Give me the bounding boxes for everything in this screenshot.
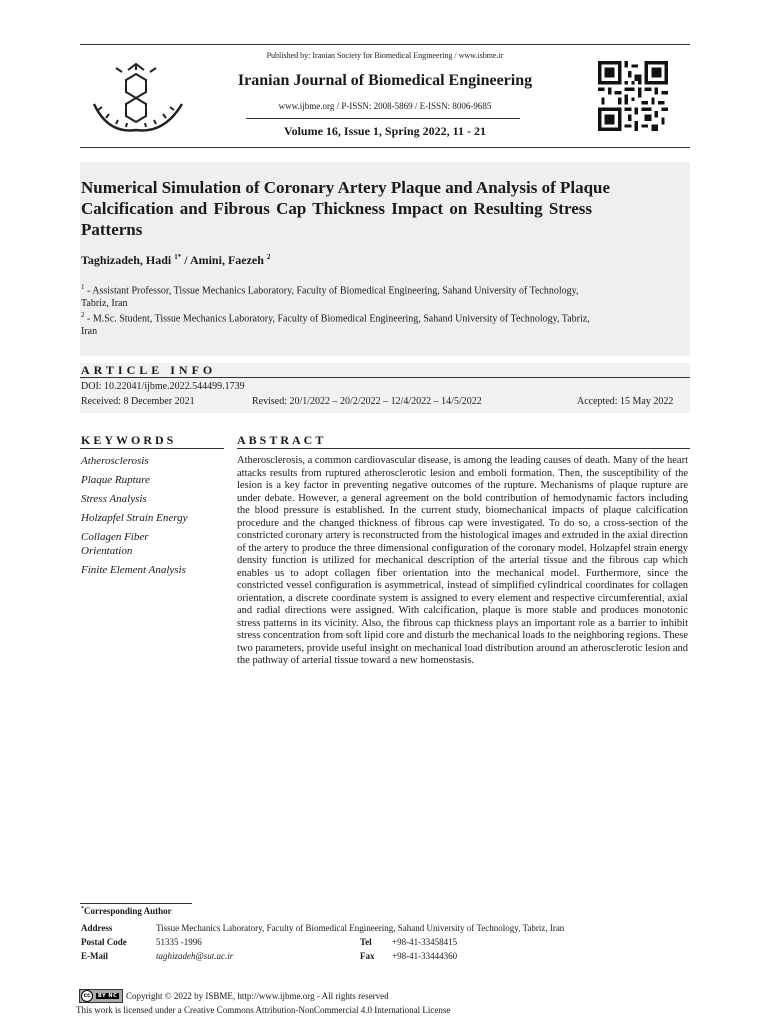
- keyword-item: Plaque Rupture: [81, 474, 150, 486]
- email-value[interactable]: taghizadeh@sut.ac.ir: [156, 951, 234, 961]
- keyword-item: Collagen Fiber: [81, 531, 149, 543]
- cc-license-badge[interactable]: [79, 989, 123, 1003]
- postal-value: 51335 -1996: [156, 937, 202, 947]
- article-title: [81, 177, 689, 240]
- tel-label: Tel: [360, 937, 372, 947]
- volume-top-rule: [246, 118, 520, 119]
- affiliation-2: [81, 309, 688, 338]
- corr-heading-text: Corresponding Author: [84, 906, 172, 916]
- affil-text: - M.Sc. Student, Tissue Mechanics Laboratory, Faculty of Biomedical Engineering, Sahand University of Technology, Tabriz,: [84, 313, 590, 325]
- email-label: E-Mail: [81, 951, 108, 961]
- keyword-item: Finite Element Analysis: [81, 564, 186, 576]
- postal-label: Postal Code: [81, 937, 127, 947]
- author-sup: 2: [266, 253, 271, 261]
- volume-line: Volume 16, Issue 1, Spring 2022, 11 - 21: [284, 124, 486, 138]
- keyword-item: Atherosclerosis: [81, 455, 149, 467]
- doi: DOI: 10.22041/ijbme.2022.544499.1739: [81, 381, 245, 392]
- affiliation-1: [81, 281, 688, 310]
- abstract-text: Atherosclerosis, a common cardiovascular disease, is among the leading causes of death. Many of the heart attacks results from ruptured atherosclerotic lesion and emboli formation. Then, the susceptibility of the lesion is a key factor in preventing negative outcomes of the rupture. Mechanisms of plaque rupture are under debate. However, a general agreement on the bold contribution of hemodynamic factors including the blood pressure is established. In the current study, biomechanical impacts of plaque calcification procedure and the changed thickness of fibrous cap were investigated. To do so, a cross-section of the constricted coronary artery is reconstructed from the histological images and extruded in the axial direction of the artery to produce the three dimensional configuration of the coronary model. Holzapfel strain energy density function is utilized for mechanical description of the arterial tissue and the fibrous cap which enables us to adopt collagen fiber orientation into the mechanical model. Furthermore, since the constricted vessel configuration is asymmetrical, instead of simplified cylindrical coordinates for collagen orientation, a discrete coordinate system is assigned to every element and respective circumferential, axial and radial directions were assigned. With calcification, plaque is more stable and produces monotonic stress patterns in its vicinity. Also, the fibrous cap thickness plays an important role as a barrier to inhibit stress concentration from soft lipid core and disturb the mechanical loads to the neighboring regions. These two parameters, provide useful insight on mechanical load distribution around an atherosclerotic lesion and the pathway of arterial tissue toward a new homeostasis.: [237, 455, 688, 666]
- abstract-heading: ABSTRACT: [237, 433, 327, 447]
- keywords-heading: KEYWORDS: [81, 433, 177, 447]
- fax-label: Fax: [360, 951, 375, 961]
- article-info-heading: ARTICLE INFO: [81, 363, 217, 377]
- info-rule: [80, 377, 690, 378]
- journal-name: Iranian Journal of Biomedical Engineering: [237, 72, 533, 89]
- accepted-date: Accepted: 15 May 2022: [577, 396, 674, 407]
- revised-dates: Revised: 20/1/2022 – 20/2/2022 – 12/4/2022 – 14/5/2022: [252, 396, 482, 407]
- address-label: Address: [81, 923, 113, 933]
- keywords-rule: [80, 448, 224, 449]
- keyword-item: Holzapfel Strain Energy: [81, 512, 188, 524]
- copyright: Copyright © 2022 by ISBME, http://www.ijbme.org - All rights reserved: [126, 991, 389, 1001]
- received-date: Received: 8 December 2021: [81, 396, 195, 407]
- corr-sup: *: [81, 906, 84, 912]
- address-value: Tissue Mechanics Laboratory, Faculty of Biomedical Engineering, Sahand University of Technology, Tabriz, Iran: [156, 923, 565, 933]
- tel-value: +98-41-33458415: [392, 937, 458, 947]
- authors: [81, 253, 270, 268]
- cc-icon: cc: [81, 990, 93, 1002]
- header-top-rule: [80, 44, 690, 45]
- title-line: Numerical Simulation of Coronary Artery Plaque and Analysis of Plaque: [81, 178, 611, 197]
- title-line: Patterns: [81, 220, 143, 239]
- abstract-rule: [237, 448, 690, 449]
- author-sup: 1*: [174, 253, 182, 261]
- license-link[interactable]: This work is licensed under a Creative Commons Attribution-NonCommercial 4.0 International License: [76, 1005, 451, 1015]
- affil-text: Tabriz, Iran: [81, 298, 128, 310]
- published-by: Published by: Iranian Society for Biomedical Engineering / www.isbme.ir: [266, 51, 504, 60]
- cc-badge-text: BY NC: [98, 993, 118, 999]
- qr-code-icon: [598, 61, 668, 131]
- header-bottom-rule: [80, 147, 690, 148]
- corresponding-heading: [81, 906, 172, 916]
- issn-line: www.ijbme.org / P-ISSN: 2008-5869 / E-ISSN: 8006-9685: [278, 101, 492, 111]
- affil-text: Iran: [81, 326, 98, 338]
- footnote-rule: [80, 903, 192, 904]
- fax-value: +98-41-33444360: [392, 951, 458, 961]
- author-separator: / Amini, Faezeh: [181, 253, 267, 267]
- keyword-item: Stress Analysis: [81, 493, 147, 505]
- title-line: Calcification and Fibrous Cap Thickness Impact on Resulting Stress: [81, 199, 592, 218]
- affil-sup: 1: [81, 283, 85, 291]
- author-name: Taghizadeh, Hadi: [81, 253, 172, 267]
- affil-sup: 2: [81, 311, 85, 319]
- affil-text: - Assistant Professor, Tissue Mechanics Laboratory, Faculty of Biomedical Engineering, Sahand University of Technology,: [84, 285, 579, 297]
- keyword-item: Orientation: [81, 545, 133, 557]
